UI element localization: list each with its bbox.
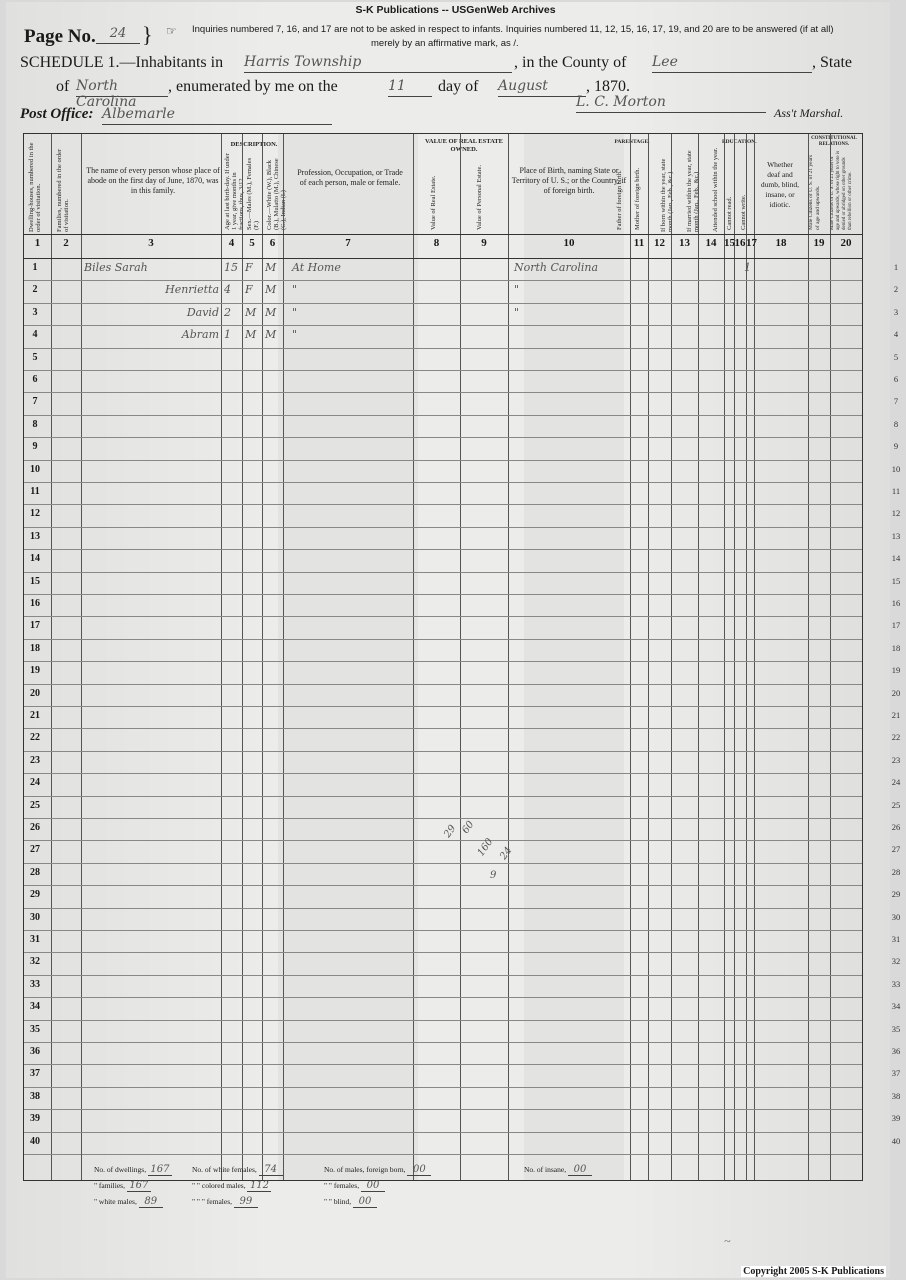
- summary-value: 74: [259, 1164, 283, 1176]
- row-number-right: 11: [891, 486, 901, 496]
- summary-foreign-f: [324, 1180, 385, 1192]
- marshal-label: Ass't Marshal.: [774, 106, 844, 120]
- row-number: 14: [30, 553, 40, 565]
- row-number: 30: [30, 911, 40, 923]
- row-rule: [24, 885, 862, 886]
- row-number-right: 33: [891, 978, 901, 989]
- row-rule: [24, 796, 862, 797]
- row-rule: [24, 661, 862, 662]
- row-rule: [24, 1154, 862, 1155]
- row-rule: [24, 482, 862, 483]
- row-rule: [24, 773, 862, 774]
- summary-families: [94, 1180, 151, 1192]
- column-rule: [242, 134, 243, 1180]
- entry-sex: M: [245, 305, 257, 319]
- row-number-right: 40: [891, 1135, 901, 1146]
- entry-birthplace: ": [514, 283, 520, 297]
- row-number-right: 37: [891, 1068, 901, 1079]
- row-rule: [24, 348, 862, 349]
- row-number-right: 34: [891, 1001, 901, 1012]
- row-number-right: 3: [893, 306, 899, 317]
- col-19-header: Male Citizens of U. S. of 21 years of age and upwards.: [808, 155, 821, 230]
- number-row-rule: [24, 258, 862, 259]
- entry-name: Henrietta: [165, 283, 219, 297]
- column-number: 10: [563, 237, 575, 249]
- summary-value: 00: [407, 1164, 431, 1176]
- column-number: 3: [148, 237, 154, 249]
- row-number: 32: [30, 956, 40, 968]
- summary-value: 112: [247, 1180, 271, 1192]
- entry-color: M: [265, 328, 277, 342]
- column-rule: [221, 134, 222, 1180]
- column-rule: [671, 134, 672, 1180]
- row-number-right: 23: [891, 754, 901, 765]
- county-label: , in the County of: [514, 54, 627, 71]
- row-rule: [24, 818, 862, 819]
- column-rule: [746, 134, 747, 1180]
- description-header: DESCRIPTION.: [230, 141, 278, 148]
- column-number: 5: [249, 237, 255, 249]
- post-office-label: Post Office:: [20, 106, 94, 122]
- column-rule: [630, 134, 631, 1180]
- column-number: 19: [813, 237, 825, 249]
- row-number-right: 6: [893, 374, 899, 384]
- row-number-right: 17: [891, 620, 901, 631]
- column-number: 11: [633, 237, 645, 249]
- row-rule: [24, 572, 862, 573]
- row-number-right: 26: [891, 822, 901, 832]
- row-number-right: 19: [891, 665, 901, 676]
- year-label: , 1870.: [586, 78, 630, 95]
- summary-value: 00: [568, 1164, 592, 1176]
- summary-label: No. of males, foreign born,: [324, 1165, 408, 1174]
- column-rule: [698, 134, 699, 1180]
- summary-label: No. of white females,: [192, 1165, 259, 1174]
- row-number: 11: [30, 486, 40, 497]
- row-rule: [24, 415, 862, 416]
- constitutional-header: CONSTITUTIONAL RELATIONS.: [811, 136, 857, 147]
- row-number: 3: [32, 306, 38, 318]
- row-number-right: 24: [891, 777, 901, 788]
- row-number-right: 14: [891, 553, 901, 564]
- entry-color: M: [265, 283, 277, 297]
- row-number: 20: [30, 687, 40, 699]
- entry-name: Abram: [181, 328, 219, 342]
- summary-label: " white males,: [94, 1197, 139, 1206]
- summary-label: " families,: [94, 1181, 127, 1190]
- row-number: 12: [30, 508, 40, 520]
- column-rule: [754, 134, 755, 1180]
- row-number: 24: [30, 777, 40, 789]
- row-number-right: 15: [891, 575, 901, 586]
- row-rule: [24, 1087, 862, 1088]
- header-rule: [24, 234, 862, 235]
- col-7-header: Profession, Occupation, or Trade of each person, male or female.: [297, 168, 403, 187]
- column-number: 17: [746, 237, 757, 249]
- row-number: 21: [30, 710, 40, 721]
- row-number: 13: [30, 530, 40, 542]
- row-number: 27: [30, 844, 40, 856]
- row-rule: [24, 908, 862, 909]
- entry-age: 4: [224, 283, 231, 297]
- col-9-header: Value of Personal Estate.: [476, 165, 483, 230]
- row-rule: [24, 639, 862, 640]
- col-11-header: Father of foreign birth.: [616, 170, 623, 230]
- parentage-header: PARENTAGE.: [614, 139, 650, 145]
- column-rule: [808, 134, 809, 1180]
- entry-sex: M: [245, 328, 257, 342]
- row-number-right: 5: [893, 351, 899, 362]
- entry-c17: 1: [744, 261, 751, 274]
- township-field: Harris Township: [244, 54, 512, 73]
- row-number: 9: [32, 441, 38, 453]
- summary-value: 99: [234, 1196, 258, 1208]
- summary-insane: [524, 1164, 592, 1176]
- row-rule: [24, 684, 862, 685]
- summary-females: [192, 1196, 258, 1208]
- col-13-header: If born within the year, state month (Jan., Feb., &c.): [660, 158, 674, 232]
- census-table: [23, 133, 901, 1207]
- row-rule: [24, 594, 862, 595]
- row-rule: [24, 280, 862, 281]
- column-rule: [51, 134, 52, 1180]
- summary-foreign: [324, 1164, 431, 1176]
- column-number: 18: [775, 237, 787, 249]
- row-number-right: 8: [893, 418, 899, 429]
- row-rule: [24, 840, 862, 841]
- entry-color: M: [265, 261, 277, 274]
- tally-mark: 29: [442, 823, 459, 840]
- brace-glyph: }: [142, 22, 153, 47]
- entry-age: 2: [224, 305, 231, 319]
- day-of-label: day of: [438, 78, 479, 95]
- entry-occupation: ": [292, 305, 298, 319]
- copyright-notice: Copyright 2005 S-K Publications: [743, 1266, 884, 1277]
- row-rule: [24, 527, 862, 528]
- row-number: 28: [30, 866, 40, 878]
- column-number: 12: [654, 237, 665, 249]
- row-rule: [24, 616, 862, 617]
- row-number-right: 36: [891, 1046, 901, 1056]
- column-rule: [460, 134, 461, 1180]
- col-12-header: Mother of foreign birth.: [634, 167, 641, 230]
- row-number-right: 25: [891, 799, 901, 810]
- archive-banner: S-K Publications -- USGenWeb Archives: [355, 4, 556, 16]
- summary-white-males: [94, 1196, 163, 1208]
- summary-label: " " blind,: [324, 1197, 354, 1206]
- row-rule: [24, 930, 862, 931]
- summary-label: " " " females,: [192, 1197, 234, 1206]
- row-number: 25: [30, 799, 40, 811]
- row-number-right: 9: [893, 441, 899, 452]
- column-rule: [262, 134, 263, 1180]
- row-number: 34: [30, 1001, 40, 1013]
- tally-mark: 9: [490, 870, 497, 881]
- col-4-header: Age at last birth-day. If under 1 year, give months in fractions, thus, 3/12.: [224, 153, 245, 230]
- row-number-right: 32: [891, 956, 901, 967]
- row-rule: [24, 303, 862, 304]
- column-number: 1: [34, 237, 41, 249]
- row-number: 22: [30, 732, 40, 744]
- footer-rule: [808, 1154, 809, 1180]
- row-rule: [24, 437, 862, 438]
- summary-value: 167: [148, 1164, 172, 1176]
- summary-value: 167: [127, 1180, 151, 1192]
- row-number: 4: [32, 329, 38, 341]
- marshal-signature: L. C. Morton: [576, 94, 766, 113]
- faint-signature: ~: [724, 1234, 731, 1248]
- row-number-right: 10: [891, 463, 901, 474]
- day-field: 11: [388, 78, 432, 97]
- entry-birthplace: North Carolina: [514, 261, 599, 274]
- row-rule: [24, 370, 862, 371]
- row-rule: [24, 952, 862, 953]
- column-rule: [724, 134, 725, 1180]
- column-number: 2: [63, 237, 69, 249]
- summary-value: 00: [361, 1180, 385, 1192]
- column-number: 4: [228, 237, 235, 249]
- row-rule: [24, 751, 862, 752]
- row-number-right: 1: [893, 262, 899, 272]
- summary-label: No. of insane,: [524, 1165, 568, 1174]
- row-number: 23: [30, 754, 40, 766]
- inquiries-note-1: Inquiries numbered 7, 16, and 17 are not to be asked in respect to infants. Inquiries numbered 11, 12, 15, 16, 17, 19, and 20 are to be answered (if at all): [192, 24, 834, 35]
- row-number-right: 35: [891, 1023, 901, 1034]
- schedule-prefix: SCHEDULE 1.—Inhabitants in: [20, 54, 224, 71]
- column-number: 13: [679, 237, 690, 249]
- summary-label: No. of dwellings,: [94, 1165, 148, 1174]
- column-rule: [81, 134, 82, 1180]
- row-number-right: 28: [891, 866, 901, 877]
- entry-age: 1: [224, 328, 231, 342]
- entry-occupation: ": [292, 328, 298, 342]
- row-number: 15: [30, 575, 40, 587]
- entry-birthplace: ": [514, 305, 520, 319]
- summary-blind: [324, 1196, 377, 1208]
- row-number-right: 13: [891, 530, 901, 541]
- row-rule: [24, 975, 862, 976]
- row-number-right: 4: [893, 329, 899, 340]
- state-field: North Carolina: [76, 78, 168, 97]
- row-number: 19: [30, 665, 40, 677]
- row-number: 17: [30, 620, 40, 632]
- row-number: 26: [30, 822, 40, 833]
- column-rule: [648, 134, 649, 1180]
- column-number: 14: [705, 237, 717, 249]
- state-label: , State: [812, 54, 852, 71]
- row-number-right: 2: [893, 284, 899, 295]
- summary-white-females: [192, 1164, 283, 1176]
- column-rule: [508, 134, 509, 1180]
- col-2-header: Families, numbered in the order of visitation.: [56, 148, 70, 232]
- col-5-header: Sex.—Males (M.), Females (F.): [246, 157, 260, 230]
- col-14-header: If married within the year, state month (Jan., Feb., &c.): [686, 150, 700, 232]
- column-rule: [734, 134, 735, 1180]
- row-number-right: 7: [893, 396, 899, 407]
- row-rule: [24, 728, 862, 729]
- column-number: 15: [724, 237, 735, 249]
- column-number: 20: [840, 237, 852, 249]
- row-number: 2: [32, 284, 38, 296]
- col-20-header: Male Citizens of U. S. of 21 years of age and upwards, whose right to vote is denied or abridged on other grounds than rebellion or other crime.: [830, 150, 853, 230]
- col-6-header: Color.—White (W.), Black (B.), Mulatto (M.), Chinese (C.), Indian (I.): [266, 158, 287, 230]
- col-3-header: The name of every person whose place of abode on the first day of June, 1870, was in this family.: [86, 166, 220, 195]
- row-number: 8: [32, 418, 38, 430]
- entry-sex: F: [245, 283, 253, 297]
- column-rule: [283, 134, 284, 1180]
- row-number: 38: [30, 1090, 40, 1102]
- column-number: 9: [481, 237, 487, 249]
- entry-sex: F: [245, 261, 253, 274]
- entry-occupation: ": [292, 283, 298, 297]
- entry-color: M: [265, 305, 277, 319]
- month-field: August: [498, 78, 586, 97]
- row-rule: [24, 1020, 862, 1021]
- tally-mark: 24: [498, 845, 515, 862]
- summary-dwellings: [94, 1164, 172, 1176]
- row-rule: [24, 863, 862, 864]
- row-rule: [24, 1042, 862, 1043]
- footer-rule: [81, 1154, 82, 1180]
- row-rule: [24, 1132, 862, 1133]
- col-16-header: Cannot read.: [726, 196, 733, 230]
- row-rule: [24, 706, 862, 707]
- column-rule: [830, 134, 831, 1180]
- row-number-right: 12: [891, 508, 901, 519]
- row-rule: [24, 549, 862, 550]
- entry-name: Biles Sarah: [84, 261, 148, 274]
- row-number-right: 38: [891, 1090, 901, 1101]
- row-number: 1: [32, 262, 38, 273]
- tally-mark: 160: [475, 836, 496, 859]
- row-rule: [24, 504, 862, 505]
- row-number-right: 39: [891, 1113, 901, 1124]
- row-rule: [24, 1109, 862, 1110]
- row-number: 36: [30, 1046, 40, 1057]
- row-number-right: 20: [891, 687, 901, 698]
- summary-colored-males: [192, 1180, 271, 1192]
- tally-mark: 60: [460, 819, 477, 836]
- row-number: 39: [30, 1113, 40, 1125]
- post-office-field: Albemarle: [102, 106, 332, 125]
- summary-value: 89: [139, 1196, 163, 1208]
- row-rule: [24, 460, 862, 461]
- census-sheet: [6, 2, 901, 1278]
- entry-name: David: [186, 305, 219, 319]
- row-number: 16: [30, 598, 40, 609]
- col-17-header: Cannot write.: [740, 194, 747, 230]
- col-15-header: Attended school within the year.: [712, 147, 719, 232]
- row-number: 37: [30, 1068, 40, 1080]
- row-number: 40: [30, 1135, 40, 1147]
- county-field: Lee: [652, 54, 812, 73]
- row-number: 33: [30, 978, 40, 990]
- education-header: EDUCATION.: [722, 139, 757, 145]
- row-number-right: 21: [891, 710, 901, 720]
- pointing-hand-icon: ☞: [166, 24, 177, 38]
- row-number-right: 16: [891, 598, 901, 608]
- column-number: 6: [269, 237, 276, 249]
- row-number-right: 30: [891, 911, 901, 922]
- page-number-label: Page No.: [24, 26, 96, 47]
- column-number: 7: [345, 237, 351, 249]
- row-number-right: 18: [891, 642, 901, 653]
- row-number: 18: [30, 642, 40, 654]
- row-rule: [24, 325, 862, 326]
- column-number: 16: [734, 237, 746, 249]
- entry-age: 15: [224, 261, 238, 274]
- row-number: 6: [32, 374, 38, 385]
- row-number: 29: [30, 889, 40, 901]
- inquiries-note-2: merely by an affirmative mark, as /.: [371, 38, 519, 49]
- row-number-right: 27: [891, 844, 901, 855]
- row-number: 5: [32, 351, 38, 363]
- row-number: 7: [32, 396, 38, 408]
- row-number-right: 29: [891, 889, 901, 900]
- row-number-right: 22: [891, 732, 901, 743]
- row-number-right: 31: [891, 934, 901, 944]
- enumerated-label: , enumerated by me on the: [168, 78, 338, 95]
- summary-value: 00: [353, 1196, 377, 1208]
- entry-occupation: At Home: [292, 261, 341, 274]
- column-number: 8: [433, 237, 440, 249]
- row-rule: [24, 997, 862, 998]
- value-header: VALUE OF REAL ESTATE OWNED.: [425, 138, 503, 153]
- column-rule: [413, 134, 414, 1180]
- col-8-header: Value of Real Estate.: [430, 175, 437, 230]
- col-10-header: Place of Birth, naming State or Territory of U. S.; or the Country, if of foreign birth.: [511, 166, 627, 195]
- row-number: 10: [30, 463, 40, 475]
- row-rule: [24, 392, 862, 393]
- page-number: 24: [96, 26, 140, 44]
- row-rule: [24, 1064, 862, 1065]
- summary-label: " " colored males,: [192, 1181, 248, 1190]
- row-number: 35: [30, 1023, 40, 1035]
- row-number: 31: [30, 934, 40, 945]
- footer-rule: [830, 1154, 831, 1180]
- of-label: of: [56, 78, 70, 95]
- col-1-header: Dwelling-houses, numbered in the order of visitation.: [28, 142, 42, 232]
- summary-label: " " females,: [324, 1181, 361, 1190]
- col-18-header: Whether deaf and dumb, blind, insane, or idiotic.: [760, 160, 800, 209]
